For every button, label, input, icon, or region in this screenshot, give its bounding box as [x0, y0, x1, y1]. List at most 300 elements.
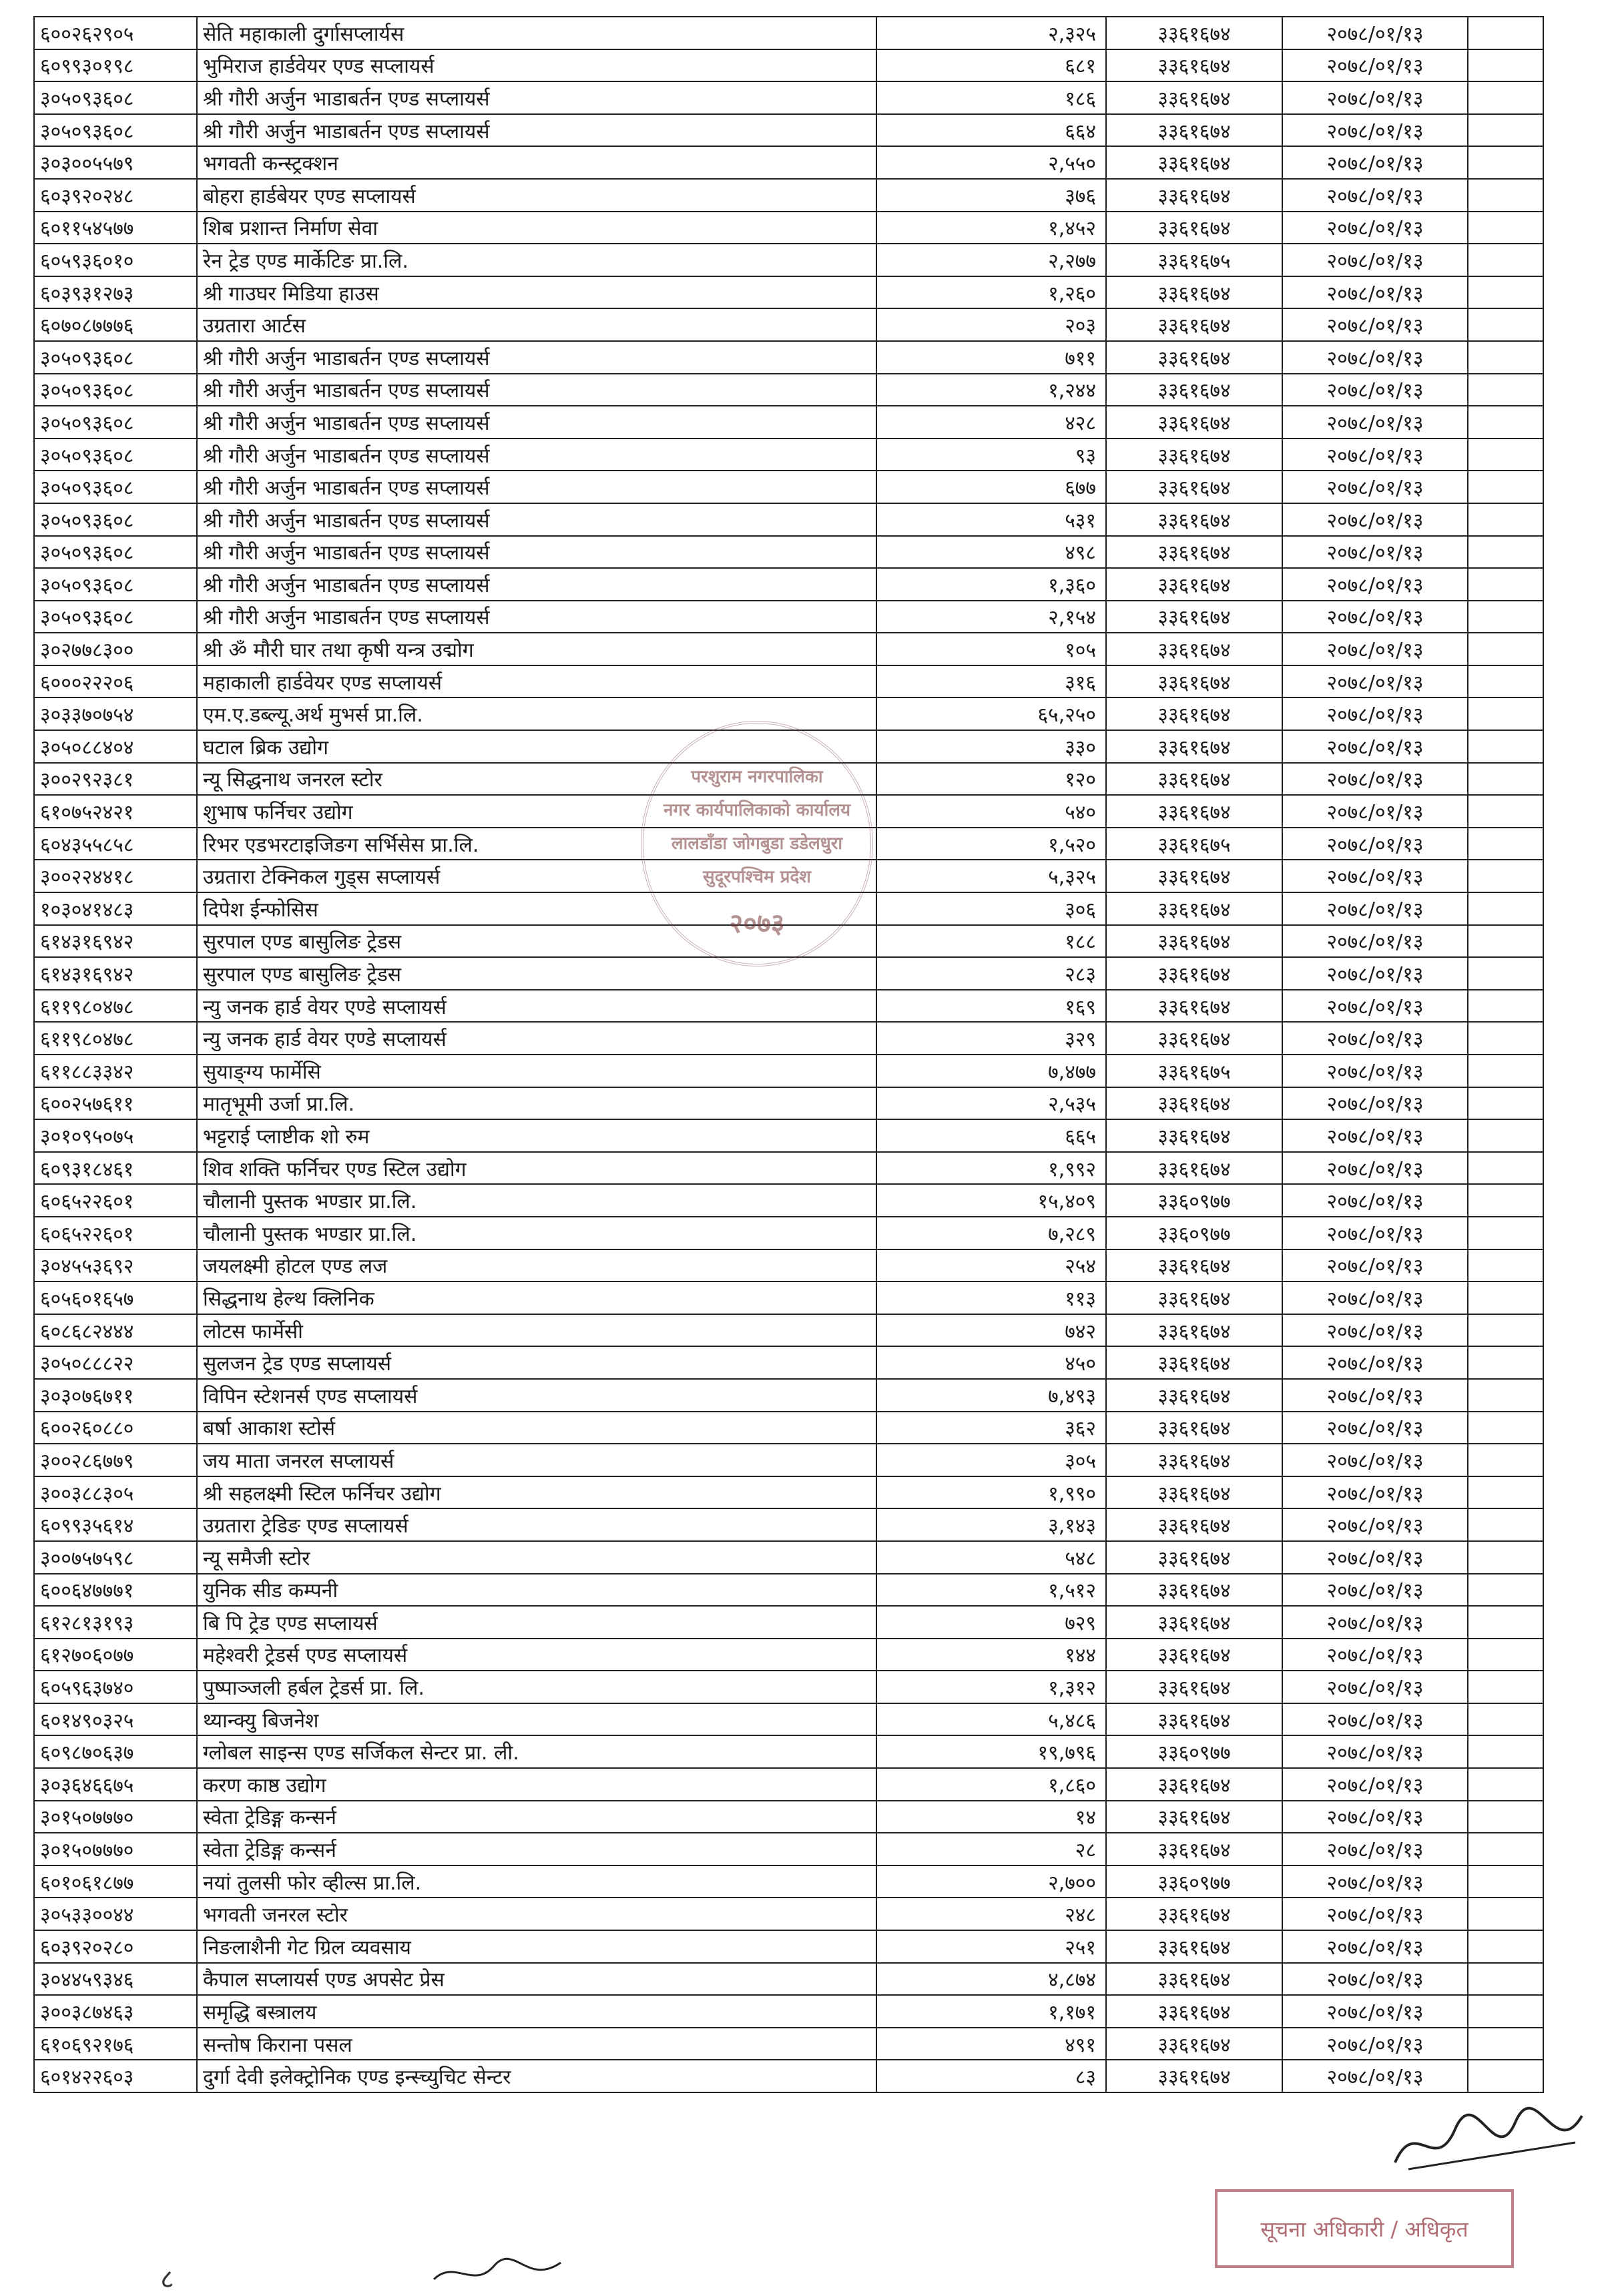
- amount-cell: १,२४४: [876, 374, 1106, 406]
- date-cell: २०७८/०१/१३: [1282, 212, 1468, 244]
- reference-cell: ३३६१६७४: [1106, 212, 1282, 244]
- name-cell: करण काष्ठ उद्योग: [197, 1768, 876, 1801]
- reference-cell: ३३६१६७४: [1106, 1606, 1282, 1639]
- pan-cell: ३००२८६७७९: [34, 1444, 197, 1476]
- name-cell: श्री गाउघर मिडिया हाउस: [197, 276, 876, 309]
- pan-cell: ६१२८१३१९३: [34, 1606, 197, 1639]
- blank-cell: [1468, 503, 1543, 536]
- reference-cell: ३३६१६७४: [1106, 406, 1282, 439]
- table-row: [34, 1476, 1543, 1509]
- name-cell: उग्रतारा ट्रेडिङ एण्ड सप्लायर्स: [197, 1508, 876, 1541]
- pan-cell: ३०३३७०७५४: [34, 697, 197, 730]
- reference-cell: ३३६१६७४: [1106, 1281, 1282, 1314]
- date-cell: २०७८/०१/१३: [1282, 2028, 1468, 2060]
- table-row: [34, 633, 1543, 665]
- name-cell: सुरपाल एण्ड बासुलिङ ट्रेडस: [197, 957, 876, 990]
- pan-cell: ६०७०८७७७६: [34, 308, 197, 341]
- table-row: [34, 1930, 1543, 1963]
- date-cell: २०७८/०१/१३: [1282, 795, 1468, 828]
- date-cell: २०७८/०१/१३: [1282, 244, 1468, 276]
- reference-cell: ३३६१६७४: [1106, 1898, 1282, 1930]
- date-cell: २०७८/०१/१३: [1282, 1217, 1468, 1249]
- name-cell: एम.ए.डब्ल्यू.अर्थ मुभर्स प्रा.लि.: [197, 697, 876, 730]
- date-cell: २०७८/०१/१३: [1282, 1087, 1468, 1120]
- name-cell: श्री गौरी अर्जुन भाडाबर्तन एण्ड सप्लायर्स: [197, 406, 876, 439]
- date-cell: २०७८/०१/१३: [1282, 730, 1468, 763]
- pan-cell: ३०३०७६७११: [34, 1379, 197, 1412]
- reference-cell: ३३६१६७४: [1106, 1249, 1282, 1282]
- table-row: [34, 1281, 1543, 1314]
- blank-cell: [1468, 1833, 1543, 1866]
- blank-cell: [1468, 1995, 1543, 2028]
- date-cell: २०७८/०१/१३: [1282, 49, 1468, 82]
- pan-cell: ६००६४७७७१: [34, 1574, 197, 1607]
- date-cell: २०७८/०१/१३: [1282, 374, 1468, 406]
- amount-cell: ११३: [876, 1281, 1106, 1314]
- amount-cell: ५४८: [876, 1541, 1106, 1574]
- pan-cell: ३०५०९३६०८: [34, 568, 197, 601]
- reference-cell: ३३६१६७४: [1106, 1963, 1282, 1996]
- name-cell: कैपाल सप्लायर्स एण्ड अपसेट प्रेस: [197, 1963, 876, 1996]
- amount-cell: १,२६०: [876, 276, 1106, 309]
- pan-cell: ३००७५७५९८: [34, 1541, 197, 1574]
- reference-cell: ३३६१६७५: [1106, 828, 1282, 860]
- bottom-signature: [427, 2253, 574, 2293]
- blank-cell: [1468, 925, 1543, 958]
- blank-cell: [1468, 2060, 1543, 2092]
- blank-cell: [1468, 536, 1543, 569]
- date-cell: २०७८/०१/१३: [1282, 1995, 1468, 2028]
- blank-cell: [1468, 212, 1543, 244]
- blank-cell: [1468, 1508, 1543, 1541]
- reference-cell: ३३६१६७४: [1106, 1930, 1282, 1963]
- pan-cell: ३००२२४४१८: [34, 860, 197, 892]
- seal-line: लालडाँडा जोगबुडा डडेलधुरा: [671, 834, 843, 854]
- blank-cell: [1468, 795, 1543, 828]
- amount-cell: ३,१४३: [876, 1508, 1106, 1541]
- reference-cell: ३३६१६७४: [1106, 1639, 1282, 1671]
- name-cell: जय माता जनरल सप्लायर्स: [197, 1444, 876, 1476]
- table-row: [34, 1801, 1543, 1833]
- pan-cell: ३०१५०७७७०: [34, 1801, 197, 1833]
- reference-cell: ३३६१६७४: [1106, 1671, 1282, 1703]
- name-cell: भगवती जनरल स्टोर: [197, 1898, 876, 1930]
- name-cell: मातृभूमी उर्जा प्रा.लि.: [197, 1087, 876, 1120]
- table-row: [34, 341, 1543, 374]
- name-cell: सुरपाल एण्ड बासुलिङ ट्रेडस: [197, 925, 876, 958]
- reference-cell: ३३६१६७४: [1106, 860, 1282, 892]
- date-cell: २०७८/०१/१३: [1282, 1152, 1468, 1185]
- table-row: [34, 276, 1543, 309]
- amount-cell: २,५५०: [876, 146, 1106, 179]
- blank-cell: [1468, 1703, 1543, 1736]
- blank-cell: [1468, 146, 1543, 179]
- table-row: [34, 1508, 1543, 1541]
- amount-cell: १,१७१: [876, 1995, 1106, 2028]
- blank-cell: [1468, 957, 1543, 990]
- name-cell: श्री गौरी अर्जुन भाडाबर्तन एण्ड सप्लायर्स: [197, 439, 876, 471]
- table-row: [34, 17, 1543, 49]
- table-row: [34, 665, 1543, 698]
- ledger-table: [33, 16, 1544, 2093]
- blank-cell: [1468, 1281, 1543, 1314]
- table-row: [34, 1898, 1543, 1930]
- table-row: [34, 1087, 1543, 1120]
- table-row: [34, 1606, 1543, 1639]
- table-row: [34, 1119, 1543, 1152]
- amount-cell: १,३६०: [876, 568, 1106, 601]
- date-cell: २०७८/०१/१३: [1282, 763, 1468, 796]
- reference-cell: ३३६१६७४: [1106, 374, 1282, 406]
- reference-cell: ३३६१६७४: [1106, 503, 1282, 536]
- date-cell: २०७८/०१/१३: [1282, 146, 1468, 179]
- amount-cell: २५१: [876, 1930, 1106, 1963]
- pan-cell: ६००२५७६११: [34, 1087, 197, 1120]
- amount-cell: ४९१: [876, 2028, 1106, 2060]
- blank-cell: [1468, 1735, 1543, 1768]
- blank-cell: [1468, 114, 1543, 147]
- date-cell: २०७८/०१/१३: [1282, 1898, 1468, 1930]
- reference-cell: ३३६१६७४: [1106, 697, 1282, 730]
- table-row: [34, 1703, 1543, 1736]
- table-row: [34, 1639, 1543, 1671]
- name-cell: बोहरा हार्डबेयर एण्ड सप्लायर्स: [197, 179, 876, 212]
- date-cell: २०७८/०१/१३: [1282, 1022, 1468, 1055]
- date-cell: २०७८/०१/१३: [1282, 568, 1468, 601]
- amount-cell: ७२९: [876, 1606, 1106, 1639]
- pan-cell: ३०४५५३६९२: [34, 1249, 197, 1282]
- date-cell: २०७८/०१/१३: [1282, 17, 1468, 49]
- name-cell: सुलजन ट्रेड एण्ड सप्लायर्स: [197, 1346, 876, 1379]
- date-cell: २०७८/०१/१३: [1282, 1184, 1468, 1217]
- date-cell: २०७८/०१/१३: [1282, 81, 1468, 114]
- date-cell: २०७८/०१/१३: [1282, 1119, 1468, 1152]
- amount-cell: ७४२: [876, 1314, 1106, 1347]
- blank-cell: [1468, 471, 1543, 503]
- blank-cell: [1468, 1087, 1543, 1120]
- amount-cell: ६६५: [876, 1119, 1106, 1152]
- amount-cell: ३०५: [876, 1444, 1106, 1476]
- pan-cell: ३०५०९३६०८: [34, 536, 197, 569]
- blank-cell: [1468, 1476, 1543, 1509]
- blank-cell: [1468, 568, 1543, 601]
- table-row: [34, 114, 1543, 147]
- table-row: [34, 1866, 1543, 1898]
- name-cell: श्री गौरी अर्जुन भाडाबर्तन एण्ड सप्लायर्स: [197, 374, 876, 406]
- table-row: [34, 1379, 1543, 1412]
- date-cell: २०७८/०१/१३: [1282, 1379, 1468, 1412]
- date-cell: २०७८/०१/१३: [1282, 471, 1468, 503]
- name-cell: श्री सहलक्ष्मी स्टिल फर्निचर उद्योग: [197, 1476, 876, 1509]
- reference-cell: ३३६१६७४: [1106, 1346, 1282, 1379]
- pan-cell: ६०१४९०३२५: [34, 1703, 197, 1736]
- blank-cell: [1468, 1152, 1543, 1185]
- table-row: [34, 81, 1543, 114]
- name-cell: रिभर एडभरटाइजिङग सर्भिसेस प्रा.लि.: [197, 828, 876, 860]
- reference-cell: ३३६१६७४: [1106, 1703, 1282, 1736]
- pan-cell: ३०३६४६६७५: [34, 1768, 197, 1801]
- pan-cell: ३००२९२३८१: [34, 763, 197, 796]
- reference-cell: ३३६१६७४: [1106, 471, 1282, 503]
- reference-cell: ३३६१६७४: [1106, 1476, 1282, 1509]
- table-row: [34, 2028, 1543, 2060]
- pan-cell: ३०५०९३६०८: [34, 114, 197, 147]
- blank-cell: [1468, 276, 1543, 309]
- amount-cell: १४: [876, 1801, 1106, 1833]
- officer-stamp: सूचना अधिकारी / अधिकृत: [1215, 2189, 1514, 2268]
- date-cell: २०७८/०१/१३: [1282, 1703, 1468, 1736]
- pan-cell: ६०३९३१२७३: [34, 276, 197, 309]
- blank-cell: [1468, 1249, 1543, 1282]
- pan-cell: ३०१०९५०७५: [34, 1119, 197, 1152]
- date-cell: २०७८/०१/१३: [1282, 1476, 1468, 1509]
- reference-cell: ३३६१६७४: [1106, 1508, 1282, 1541]
- name-cell: विपिन स्टेशनर्स एण्ड सप्लायर्स: [197, 1379, 876, 1412]
- amount-cell: ५३१: [876, 503, 1106, 536]
- amount-cell: २०३: [876, 308, 1106, 341]
- pan-cell: ६०३९२०२८०: [34, 1930, 197, 1963]
- name-cell: दिपेश ईन्फोसिस: [197, 892, 876, 925]
- blank-cell: [1468, 1444, 1543, 1476]
- date-cell: २०७८/०१/१३: [1282, 697, 1468, 730]
- name-cell: श्री गौरी अर्जुन भाडाबर्तन एण्ड सप्लायर्स: [197, 114, 876, 147]
- blank-cell: [1468, 1412, 1543, 1444]
- reference-cell: ३३६०९७७: [1106, 1184, 1282, 1217]
- name-cell: सुयाङ्ग्य फार्मेसि: [197, 1055, 876, 1087]
- name-cell: सेति महाकाली दुर्गासप्लार्यस: [197, 17, 876, 49]
- reference-cell: ३३६१६७४: [1106, 439, 1282, 471]
- reference-cell: ३३६१६७४: [1106, 1801, 1282, 1833]
- name-cell: थ्यान्क्यु बिजनेश: [197, 1703, 876, 1736]
- amount-cell: २,५३५: [876, 1087, 1106, 1120]
- reference-cell: ३३६१६७४: [1106, 795, 1282, 828]
- amount-cell: ६८१: [876, 49, 1106, 82]
- seal-line: नगर कार्यपालिकाको कार्यालय: [663, 800, 851, 820]
- date-cell: २०७८/०१/१३: [1282, 1412, 1468, 1444]
- blank-cell: [1468, 990, 1543, 1023]
- blank-cell: [1468, 439, 1543, 471]
- amount-cell: ४९८: [876, 536, 1106, 569]
- blank-cell: [1468, 1541, 1543, 1574]
- name-cell: महाकाली हार्डवेयर एण्ड सप्लायर्स: [197, 665, 876, 698]
- name-cell: बर्षा आकाश स्टोर्स: [197, 1412, 876, 1444]
- pan-cell: ३०३००५५७९: [34, 146, 197, 179]
- amount-cell: १,९९०: [876, 1476, 1106, 1509]
- blank-cell: [1468, 1866, 1543, 1898]
- amount-cell: १,४५२: [876, 212, 1106, 244]
- table-row: [34, 957, 1543, 990]
- amount-cell: १५,४०९: [876, 1184, 1106, 1217]
- amount-cell: ४२८: [876, 406, 1106, 439]
- reference-cell: ३३६१६७४: [1106, 1541, 1282, 1574]
- date-cell: २०७८/०१/१३: [1282, 1930, 1468, 1963]
- amount-cell: १,५२०: [876, 828, 1106, 860]
- reference-cell: ३३६१६७४: [1106, 892, 1282, 925]
- office-seal: [641, 721, 873, 966]
- blank-cell: [1468, 860, 1543, 892]
- blank-cell: [1468, 601, 1543, 633]
- name-cell: चौलानी पुस्तक भण्डार प्रा.लि.: [197, 1184, 876, 1217]
- pan-cell: ६०६५२२६०१: [34, 1184, 197, 1217]
- pan-cell: ३०५०९३६०८: [34, 503, 197, 536]
- name-cell: श्री गौरी अर्जुन भाडाबर्तन एण्ड सप्लायर्स: [197, 471, 876, 503]
- reference-cell: ३३६१६७४: [1106, 146, 1282, 179]
- blank-cell: [1468, 665, 1543, 698]
- pan-cell: ६११८८३३४२: [34, 1055, 197, 1087]
- table-row: [34, 1184, 1543, 1217]
- reference-cell: ३३६१६७४: [1106, 763, 1282, 796]
- reference-cell: ३३६१६७४: [1106, 1574, 1282, 1607]
- pan-cell: ६११९८०४७८: [34, 1022, 197, 1055]
- pan-cell: ३००३८७४६३: [34, 1995, 197, 2028]
- name-cell: श्री गौरी अर्जुन भाडाबर्तन एण्ड सप्लायर्स: [197, 503, 876, 536]
- pan-cell: ६०९९३५६१४: [34, 1508, 197, 1541]
- pan-cell: ३०५०९३६०८: [34, 341, 197, 374]
- table-row: [34, 1995, 1543, 2028]
- date-cell: २०७८/०१/१३: [1282, 276, 1468, 309]
- amount-cell: २,१५४: [876, 601, 1106, 633]
- table-row: [34, 536, 1543, 569]
- pan-cell: ३०५०८८४०४: [34, 730, 197, 763]
- page-mark: ८: [160, 2264, 174, 2295]
- date-cell: २०७८/०१/१३: [1282, 1314, 1468, 1347]
- reference-cell: ३३६१६७४: [1106, 276, 1282, 309]
- name-cell: श्री गौरी अर्जुन भाडाबर्तन एण्ड सप्लायर्स: [197, 601, 876, 633]
- amount-cell: २८३: [876, 957, 1106, 990]
- amount-cell: ३२९: [876, 1022, 1106, 1055]
- blank-cell: [1468, 81, 1543, 114]
- blank-cell: [1468, 730, 1543, 763]
- amount-cell: १,५१२: [876, 1574, 1106, 1607]
- pan-cell: ६०३९२०२४८: [34, 179, 197, 212]
- table-row: [34, 244, 1543, 276]
- name-cell: दुर्गा देवी इलेक्ट्रोनिक एण्ड इन्स्च्युचिट सेन्टर: [197, 2060, 876, 2092]
- table-row: [34, 179, 1543, 212]
- reference-cell: ३३६१६७४: [1106, 957, 1282, 990]
- reference-cell: ३३६१६७४: [1106, 633, 1282, 665]
- payment-ledger-sheet: [33, 16, 1499, 2093]
- amount-cell: ३७६: [876, 179, 1106, 212]
- pan-cell: ३०५०९३६०८: [34, 81, 197, 114]
- amount-cell: १२०: [876, 763, 1106, 796]
- name-cell: श्री गौरी अर्जुन भाडाबर्तन एण्ड सप्लायर्स: [197, 536, 876, 569]
- pan-cell: ३०५०९३६०८: [34, 374, 197, 406]
- table-row: [34, 1541, 1543, 1574]
- pan-cell: ६०००२२२०६: [34, 665, 197, 698]
- date-cell: २०७८/०१/१३: [1282, 1768, 1468, 1801]
- amount-cell: २,२७७: [876, 244, 1106, 276]
- table-row: [34, 374, 1543, 406]
- name-cell: उग्रतारा आर्टस: [197, 308, 876, 341]
- amount-cell: १४४: [876, 1639, 1106, 1671]
- table-row: [34, 1055, 1543, 1087]
- blank-cell: [1468, 697, 1543, 730]
- table-row: [34, 990, 1543, 1023]
- table-row: [34, 568, 1543, 601]
- blank-cell: [1468, 1574, 1543, 1607]
- reference-cell: ३३६१६७४: [1106, 730, 1282, 763]
- date-cell: २०७८/०१/१३: [1282, 1281, 1468, 1314]
- pan-cell: ३०१५०७७७०: [34, 1833, 197, 1866]
- amount-cell: ३३०: [876, 730, 1106, 763]
- name-cell: ग्लोबल साइन्स एण्ड सर्जिकल सेन्टर प्रा. ली.: [197, 1735, 876, 1768]
- name-cell: श्री गौरी अर्जुन भाडाबर्तन एण्ड सप्लायर्स: [197, 341, 876, 374]
- date-cell: २०७८/०१/१३: [1282, 439, 1468, 471]
- name-cell: रेन ट्रेड एण्ड मार्केटिङ प्रा.लि.: [197, 244, 876, 276]
- table-row: [34, 308, 1543, 341]
- amount-cell: २,३२५: [876, 17, 1106, 49]
- date-cell: २०७८/०१/१३: [1282, 1801, 1468, 1833]
- reference-cell: ३३६१६७४: [1106, 1152, 1282, 1185]
- name-cell: बि पि ट्रेड एण्ड सप्लायर्स: [197, 1606, 876, 1639]
- blank-cell: [1468, 1930, 1543, 1963]
- date-cell: २०७८/०१/१३: [1282, 1963, 1468, 1996]
- table-row: [34, 1735, 1543, 1768]
- reference-cell: ३३६१६७४: [1106, 179, 1282, 212]
- pan-cell: ६०८६८२४४४: [34, 1314, 197, 1347]
- blank-cell: [1468, 1639, 1543, 1671]
- reference-cell: ३३६१६७४: [1106, 990, 1282, 1023]
- blank-cell: [1468, 1379, 1543, 1412]
- blank-cell: [1468, 1346, 1543, 1379]
- name-cell: चौलानी पुस्तक भण्डार प्रा.लि.: [197, 1217, 876, 1249]
- amount-cell: १८८: [876, 925, 1106, 958]
- date-cell: २०७८/०१/१३: [1282, 2060, 1468, 2092]
- name-cell: श्री ॐ मौरी घार तथा कृषी यन्त्र उद्मोग: [197, 633, 876, 665]
- blank-cell: [1468, 1801, 1543, 1833]
- table-row: [34, 1574, 1543, 1607]
- reference-cell: ३३६१६७५: [1106, 1055, 1282, 1087]
- signature: [1388, 2102, 1589, 2183]
- table-row: [34, 439, 1543, 471]
- date-cell: २०७८/०१/१३: [1282, 1574, 1468, 1607]
- pan-cell: ६०५९३६०१०: [34, 244, 197, 276]
- date-cell: २०७८/०१/१३: [1282, 892, 1468, 925]
- date-cell: २०७८/०१/१३: [1282, 601, 1468, 633]
- date-cell: २०७८/०१/१३: [1282, 1249, 1468, 1282]
- name-cell: भट्टराई प्लाष्टीक शो रुम: [197, 1119, 876, 1152]
- table-row: [34, 1963, 1543, 1996]
- pan-cell: ६१२७०६०७७: [34, 1639, 197, 1671]
- reference-cell: ३३६१६७४: [1106, 536, 1282, 569]
- table-row: [34, 471, 1543, 503]
- reference-cell: ३३६१६७४: [1106, 1768, 1282, 1801]
- blank-cell: [1468, 341, 1543, 374]
- reference-cell: ३३६१६७४: [1106, 1314, 1282, 1347]
- pan-cell: ६०१०६१८७७: [34, 1866, 197, 1898]
- blank-cell: [1468, 1671, 1543, 1703]
- name-cell: निङलाशैनी गेट ग्रिल व्यवसाय: [197, 1930, 876, 1963]
- name-cell: घटाल ब्रिक उद्योग: [197, 730, 876, 763]
- table-row: [34, 1249, 1543, 1282]
- reference-cell: ३३६१६७४: [1106, 568, 1282, 601]
- table-row: [34, 1314, 1543, 1347]
- pan-cell: ३०५०९३६०८: [34, 406, 197, 439]
- reference-cell: ३३६१६७४: [1106, 17, 1282, 49]
- blank-cell: [1468, 633, 1543, 665]
- name-cell: सन्तोष किराना पसल: [197, 2028, 876, 2060]
- name-cell: भुमिराज हार्डवेयर एण्ड सप्लायर्स: [197, 49, 876, 82]
- amount-cell: ८३: [876, 2060, 1106, 2092]
- date-cell: २०७८/०१/१३: [1282, 1833, 1468, 1866]
- amount-cell: ६७७: [876, 471, 1106, 503]
- date-cell: २०७८/०१/१३: [1282, 1346, 1468, 1379]
- blank-cell: [1468, 49, 1543, 82]
- table-row: [34, 2060, 1543, 2092]
- date-cell: २०७८/०१/१३: [1282, 1055, 1468, 1087]
- pan-cell: ६००२६२९०५: [34, 17, 197, 49]
- blank-cell: [1468, 17, 1543, 49]
